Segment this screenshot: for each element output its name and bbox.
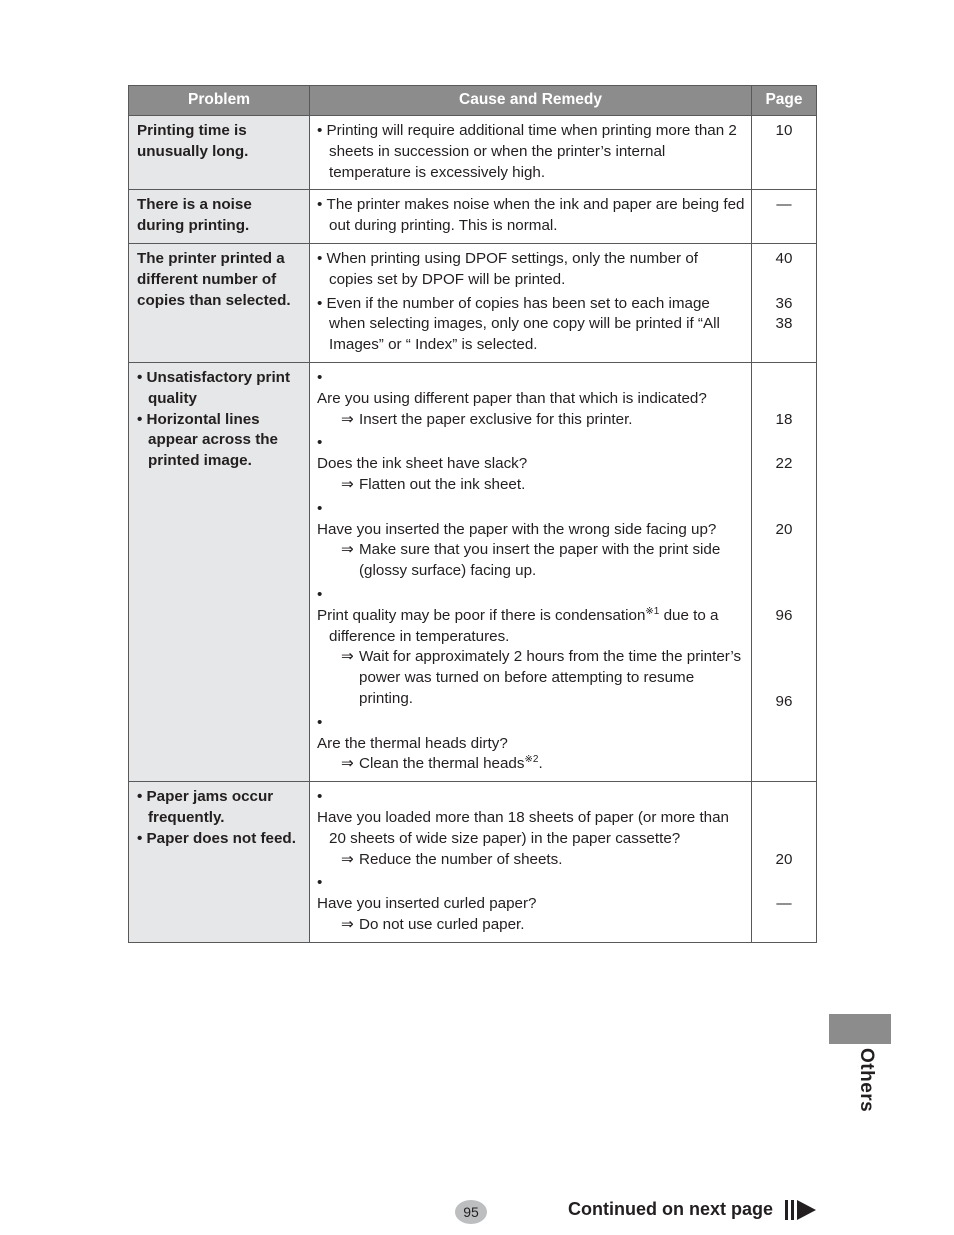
page-cell [752,243,817,362]
problem-item: • Unsatisfactory print quality [137,368,303,410]
header-page: Page [752,86,817,116]
problem-cell: There is a noise during printing. [129,190,310,244]
cause-item [317,121,745,183]
cause-text: The printer makes noise when the ink and paper are being fed out during printing. This is normal. [326,196,745,235]
remedy-text: ⇒ Flatten out the ink sheet. [329,475,745,496]
cause-item [317,249,745,291]
cause-text: • Have you loaded more than 18 sheets of paper (or more than 20 sheets of wide size paper) in the paper cassette? [317,808,729,847]
cause-text: Even if the number of copies has been set to each image when selecting images, only one copy will be printed if “All Images” or “ Index” is selected. [326,294,720,354]
cause-cell [310,362,752,781]
page-ref: 36 [775,294,793,312]
problem-item: • Horizontal lines appear across the printed image. [137,410,303,472]
cause-text: When printing using DPOF settings, only the number of copies set by DPOF will be printed. [326,249,698,288]
page-ref: 20 [775,520,793,538]
continue-arrow-icon [785,1199,817,1221]
page-ref: 96 [775,692,793,710]
remedy-text: ⇒ Insert the paper exclusive for this printer. [329,410,745,431]
cause-item [317,873,745,935]
page-ref: 18 [775,410,793,428]
cause-item [317,787,745,870]
problem-cell: Printing time is unusually long. [129,116,310,190]
cause-text: • Have you inserted curled paper? [317,895,537,913]
page-cell [752,362,817,781]
cause-item [317,499,745,582]
remedy-text [329,754,745,775]
cause-cell [310,243,752,362]
cause-text: • Have you inserted the paper with the wrong side facing up? [317,520,717,538]
page-ref: 10 [775,122,793,139]
footnote-marker: ※2 [524,754,539,766]
header-problem: Problem [129,86,310,116]
section-tab [829,1014,891,1044]
cause-text [317,605,745,648]
cause-text-part: due to a difference in temperatures. [329,606,719,645]
header-cause-remedy: Cause and Remedy [310,86,752,116]
cause-text: • Are you using different paper than that which is indicated? [317,389,707,407]
page-ref: 38 [775,315,793,333]
table-row [129,782,817,943]
cause-item [317,585,745,710]
remedy-text: ⇒ Reduce the number of sheets. [329,850,745,871]
cause-item [317,294,745,356]
cause-cell [310,116,752,190]
page-ref: 20 [775,850,793,868]
problem-item: • Paper jams occur frequently. [137,787,303,829]
page-cell [752,782,817,943]
cause-item [317,368,745,430]
remedy-text-part: . [538,755,543,773]
remedy-text: ⇒ Make sure that you insert the paper with the print side (glossy surface) facing up. [329,540,745,582]
page-ref: 96 [775,606,793,624]
cause-text-part: Print quality may be poor if there is condensation [317,606,646,624]
table-row [129,190,817,244]
cause-item [317,195,745,237]
cause-text: • Are the thermal heads dirty? [317,734,508,752]
cause-text: • Does the ink sheet have slack? [317,455,528,473]
problem-cell [129,782,310,943]
cause-cell [310,782,752,943]
cause-item [317,433,745,495]
troubleshooting-table [128,85,817,943]
cause-item [317,713,745,775]
page-ref: 22 [775,455,793,473]
problem-cell: The printer printed a different number of copies than selected. [129,243,310,362]
page-ref: — [776,196,792,214]
remedy-text: ⇒ Wait for approximately 2 hours from the time the printer’s power was turned on before attempting to resume printing. [329,647,745,709]
cause-cell [310,190,752,244]
remedy-text: ⇒ Do not use curled paper. [329,915,745,936]
continued-text: Continued on next page [568,1199,773,1219]
page-number: 95 [455,1200,487,1224]
problem-item: • Paper does not feed. [137,829,303,850]
page-ref: 40 [775,249,793,267]
problem-cell [129,362,310,781]
footnote-marker: ※1 [645,605,660,617]
page-cell [752,190,817,244]
remedy-text-part: Clean the thermal heads [359,755,525,773]
table-row [129,243,817,362]
table-row [129,116,817,190]
table-header-row [129,86,817,116]
cause-text: Printing will require additional time when printing more than 2 sheets in succession or when the printer’s internal temperature is excessively high. [326,122,737,181]
table-row [129,362,817,781]
page-cell [752,116,817,190]
section-tab-label: Others [856,1048,877,1113]
page-ref: — [776,895,792,913]
